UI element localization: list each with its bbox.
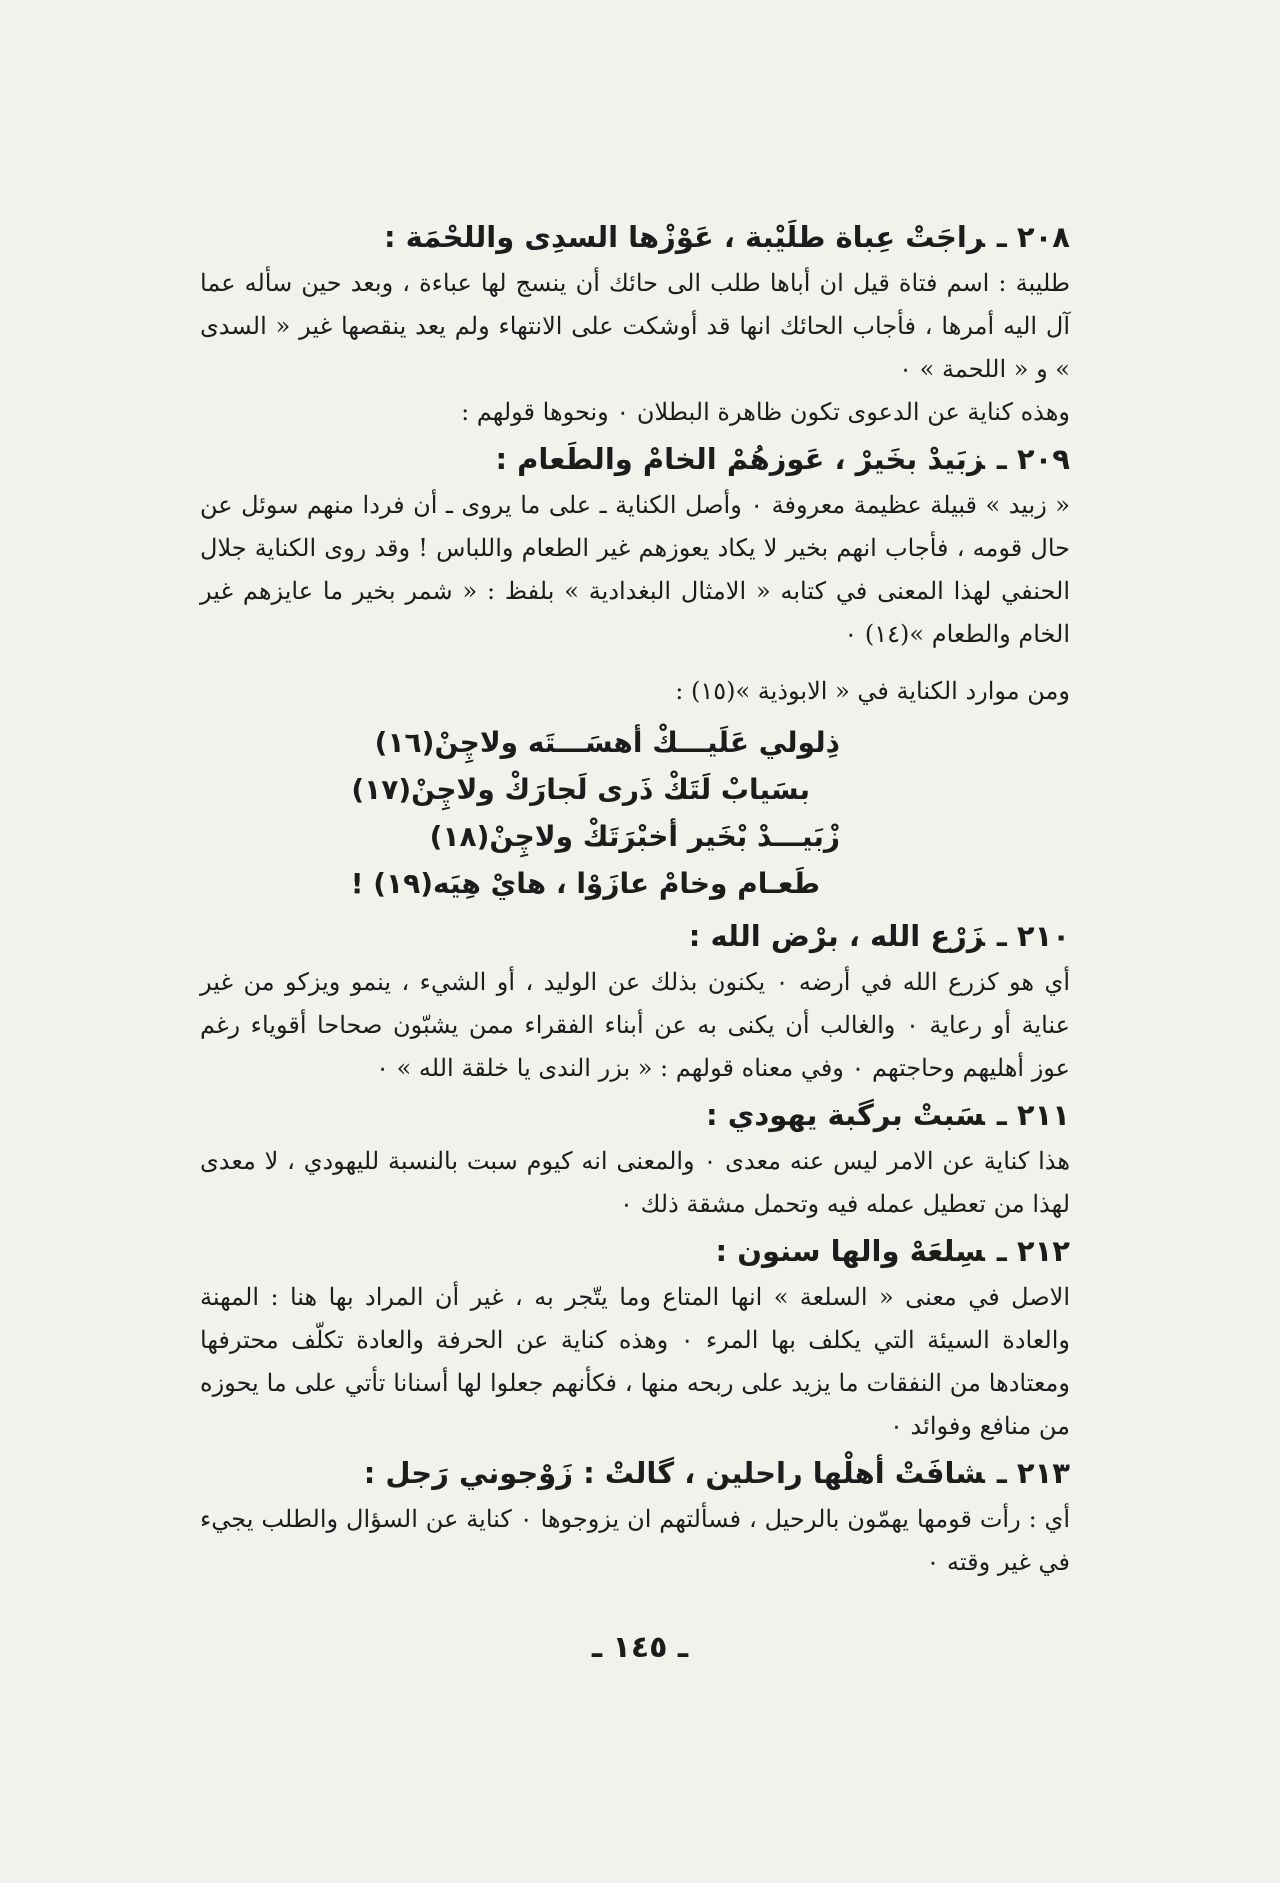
entry-211 xyxy=(200,1090,1070,1226)
poem-block xyxy=(200,719,1070,907)
entry-number: ٢١٢ ـ xyxy=(996,1234,1070,1268)
entry-paragraph: طليبة : اسم فتاة قيل ان أباها طلب الى حائك أن ينسج لها عباءة ، وبعد حين سأله عما آل اليه أمرها ، فأجاب الحائك انها قد أوشكت على الانتهاء ولم يعد ينقصها غير « السدى » و « اللحمة » ٠ xyxy=(200,269,1070,383)
entry-number: ٢١٠ ـ xyxy=(996,919,1070,953)
spacer xyxy=(200,656,1070,670)
page-number: ـ ١٤٥ ـ xyxy=(591,1630,689,1665)
entry-number: ٢٠٨ ـ xyxy=(996,220,1070,254)
entry-heading xyxy=(200,434,1070,484)
entry-paragraph: الاصل في معنى « السلعة » انها المتاع وما يتّجر به ، غير أن المراد بها هنا : المهنة والعادة السيئة التي يكلف بها المرء ٠ وهذه كناية عن الحرفة والعادة تكلّف محترفها ومعتادها من النفقات ما يزيد على ربحه منها ، فكأنهم جعلوا لها أسنانا تأتي على ما يحوزه من منافع وفوائد ٠ xyxy=(200,1283,1070,1440)
entry-paragraph: وهذه كناية عن الدعوى تكون ظاهرة البطلان ٠ ونحوها قولهم : xyxy=(461,398,1070,426)
entry-number: ٢٠٩ ـ xyxy=(996,442,1070,476)
abudhiya-intro: ومن موارد الكناية في « الابوذية »(١٥) : xyxy=(675,677,1070,705)
poem-line: بسَيابْ لَتَكْ ذَرى لَجارَكْ ولاچِنْ(١٧) xyxy=(351,773,810,806)
entry-title: سِلعَهْ والها سنون : xyxy=(715,1234,985,1268)
entry-heading xyxy=(200,911,1070,961)
entry-number: ٢١١ ـ xyxy=(996,1098,1070,1132)
entry-208 xyxy=(200,212,1070,434)
page-body xyxy=(200,212,1070,1584)
entry-209 xyxy=(200,434,1070,656)
entry-title: راجَتْ عِباة طلَيْبة ، عَوْزْها السدِى واللحْمَة : xyxy=(383,220,985,254)
poem-line: زْبَيـــدْ بْخَير أخبْرَتَكْ ولاچِنْ(١٨) xyxy=(429,820,840,853)
entry-heading xyxy=(200,212,1070,262)
entry-paragraph: أي : رأت قومها يهمّون بالرحيل ، فسألتهم ان يزوجوها ٠ كناية عن السؤال والطلب يجيء في غير وقته ٠ xyxy=(200,1505,1071,1576)
entry-heading xyxy=(200,1226,1070,1276)
entry-212 xyxy=(200,1226,1070,1448)
entry-title: سَبتْ برگبة يهودي : xyxy=(706,1098,985,1132)
entry-number: ٢١٣ ـ xyxy=(996,1456,1070,1490)
entry-heading xyxy=(200,1090,1070,1140)
entry-paragraph: هذا كناية عن الامر ليس عنه معدى ٠ والمعنى انه كيوم سبت بالنسبة لليهودي ، لا معدى لهذا من تعطيل عمله فيه وتحمل مشقة ذلك ٠ xyxy=(200,1147,1070,1218)
poem-line: ذِلولي عَلَيـــكْ أهسَـــتَه ولاچِنْ(١٦) xyxy=(374,726,840,759)
entry-210 xyxy=(200,911,1070,1090)
entry-paragraph: أي هو كزرع الله في أرضه ٠ يكنون بذلك عن الوليد ، أو الشيء ، ينمو ويزكو من غير عناية أو رعاية ٠ والغالب أن يكنى به عن أبناء الفقراء ممن يشبّون صحاحا أقوياء رغم عوز أهليهم وحاجتهم ٠ وفي معناه قولهم : « بزر الندى يا خلقة الله » ٠ xyxy=(200,968,1070,1082)
entry-title: زَرْع الله ، برْض الله : xyxy=(688,919,985,953)
entry-heading xyxy=(200,1448,1070,1498)
poem-line: طَعـام وخامْ عازَوْا ، هايْ هِيَه(١٩) ! xyxy=(350,867,820,900)
entry-paragraph: « زبيد » قبيلة عظيمة معروفة ٠ وأصل الكناية ـ على ما يروى ـ أن فردا منهم سوئل عن حال قومه ، فأجاب انهم بخير لا يكاد يعوزهم غير الطعام واللباس ! وقد روى الكناية جلال الحنفي لهذا المعنى في كتابه « الامثال البغدادية » بلفظ : « شمر بخير ما عايزهم غير الخام والطعام »(١٤) ٠ xyxy=(200,491,1070,648)
entry-213 xyxy=(200,1448,1070,1584)
entry-title: زبَيدْ بخَيرْ ، عَوزهُمْ الخامْ والطَعام : xyxy=(495,442,985,476)
entry-title: شافَتْ أهلْها راحلين ، گالتْ : زَوْجوني رَجل : xyxy=(363,1456,985,1490)
